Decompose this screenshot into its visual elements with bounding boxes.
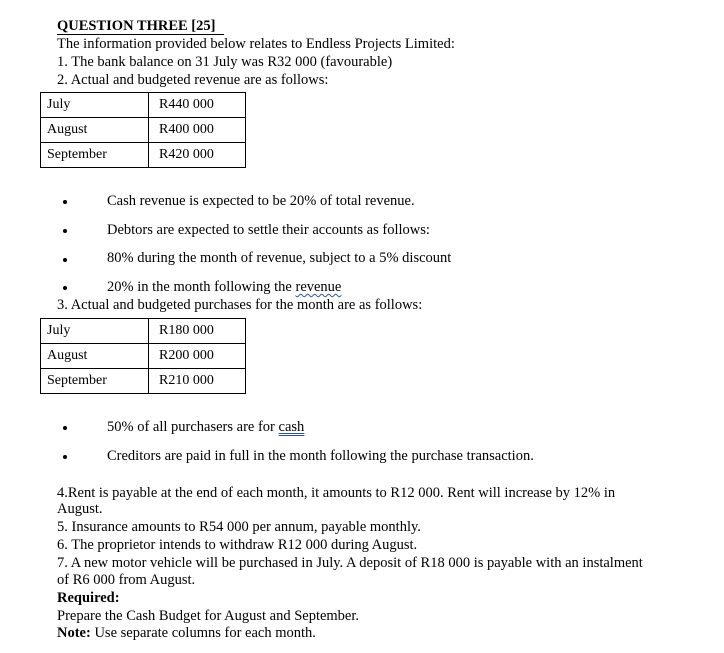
intro-text: The information provided below relates to Endless Projects Limited: (57, 36, 455, 52)
bullet-icon (63, 455, 67, 459)
note-line (57, 625, 316, 642)
bullet-icon (63, 229, 67, 233)
required-label: Required: (57, 590, 120, 606)
item-2-text: 2. Actual and budgeted revenue are as follows: (57, 72, 329, 88)
table-row (41, 118, 246, 143)
bullet-icon (63, 426, 67, 430)
month-cell: July (41, 93, 149, 118)
item-6-text: 6. The proprietor intends to withdraw R12 000 during August. (57, 537, 418, 553)
heading-underline (57, 34, 224, 35)
purchase-bullet-2: Creditors are paid in full in the month following the purchase transaction. (107, 448, 534, 464)
purchase-bullet-1 (107, 419, 304, 436)
amount-cell: R210 000 (149, 369, 246, 394)
item-4-line-1: 4.Rent is payable at the end of each month, it amounts to R12 000. Rent will increase by 12% in (57, 485, 616, 501)
bullet-text: 50% of all purchasers are for (107, 419, 279, 435)
bullet-icon (63, 200, 67, 204)
bullet-icon (63, 258, 67, 262)
amount-cell: R440 000 (149, 93, 246, 118)
amount-cell: R420 000 (149, 143, 246, 168)
amount-cell: R400 000 (149, 118, 246, 143)
revenue-bullet-2: Debtors are expected to settle their accounts as follows: (107, 222, 430, 238)
note-text: Use separate columns for each month. (90, 625, 316, 641)
item-5-text: 5. Insurance amounts to R54 000 per annum, payable monthly. (57, 519, 421, 535)
month-cell: August (41, 118, 149, 143)
table-row (41, 344, 246, 369)
revenue-bullet-4 (107, 279, 341, 296)
item-4-line-2: August. (57, 501, 103, 517)
month-cell: July (41, 319, 149, 344)
grammar-word: cash (278, 419, 305, 435)
item-1-text: 1. The bank balance on 31 July was R32 000 (favourable) (57, 54, 393, 70)
question-heading: QUESTION THREE [25] (57, 18, 216, 34)
table-row (41, 319, 246, 344)
month-cell: September (41, 369, 149, 394)
bullet-icon (63, 286, 67, 290)
note-label: Note: (57, 625, 91, 641)
revenue-bullet-3: 80% during the month of revenue, subject to a 5% discount (107, 250, 452, 266)
month-cell: September (41, 143, 149, 168)
table-row (41, 93, 246, 118)
table-row (41, 369, 246, 394)
amount-cell: R200 000 (149, 344, 246, 369)
required-text: Prepare the Cash Budget for August and September. (57, 608, 360, 624)
revenue-bullet-1: Cash revenue is expected to be 20% of total revenue. (107, 193, 415, 209)
item-3-text: 3. Actual and budgeted purchases for the month are as follows: (57, 297, 423, 313)
amount-cell: R180 000 (149, 319, 246, 344)
item-7-line-2: of R6 000 from August. (57, 572, 196, 588)
month-cell: August (41, 344, 149, 369)
bullet-text: 20% in the month following the (107, 279, 296, 295)
spellcheck-word: revenue (295, 279, 342, 295)
table-row (41, 143, 246, 168)
revenue-table (40, 92, 246, 168)
purchases-table (40, 318, 246, 394)
item-7-line-1: 7. A new motor vehicle will be purchased in July. A deposit of R18 000 is payable with an instalment (57, 555, 643, 571)
